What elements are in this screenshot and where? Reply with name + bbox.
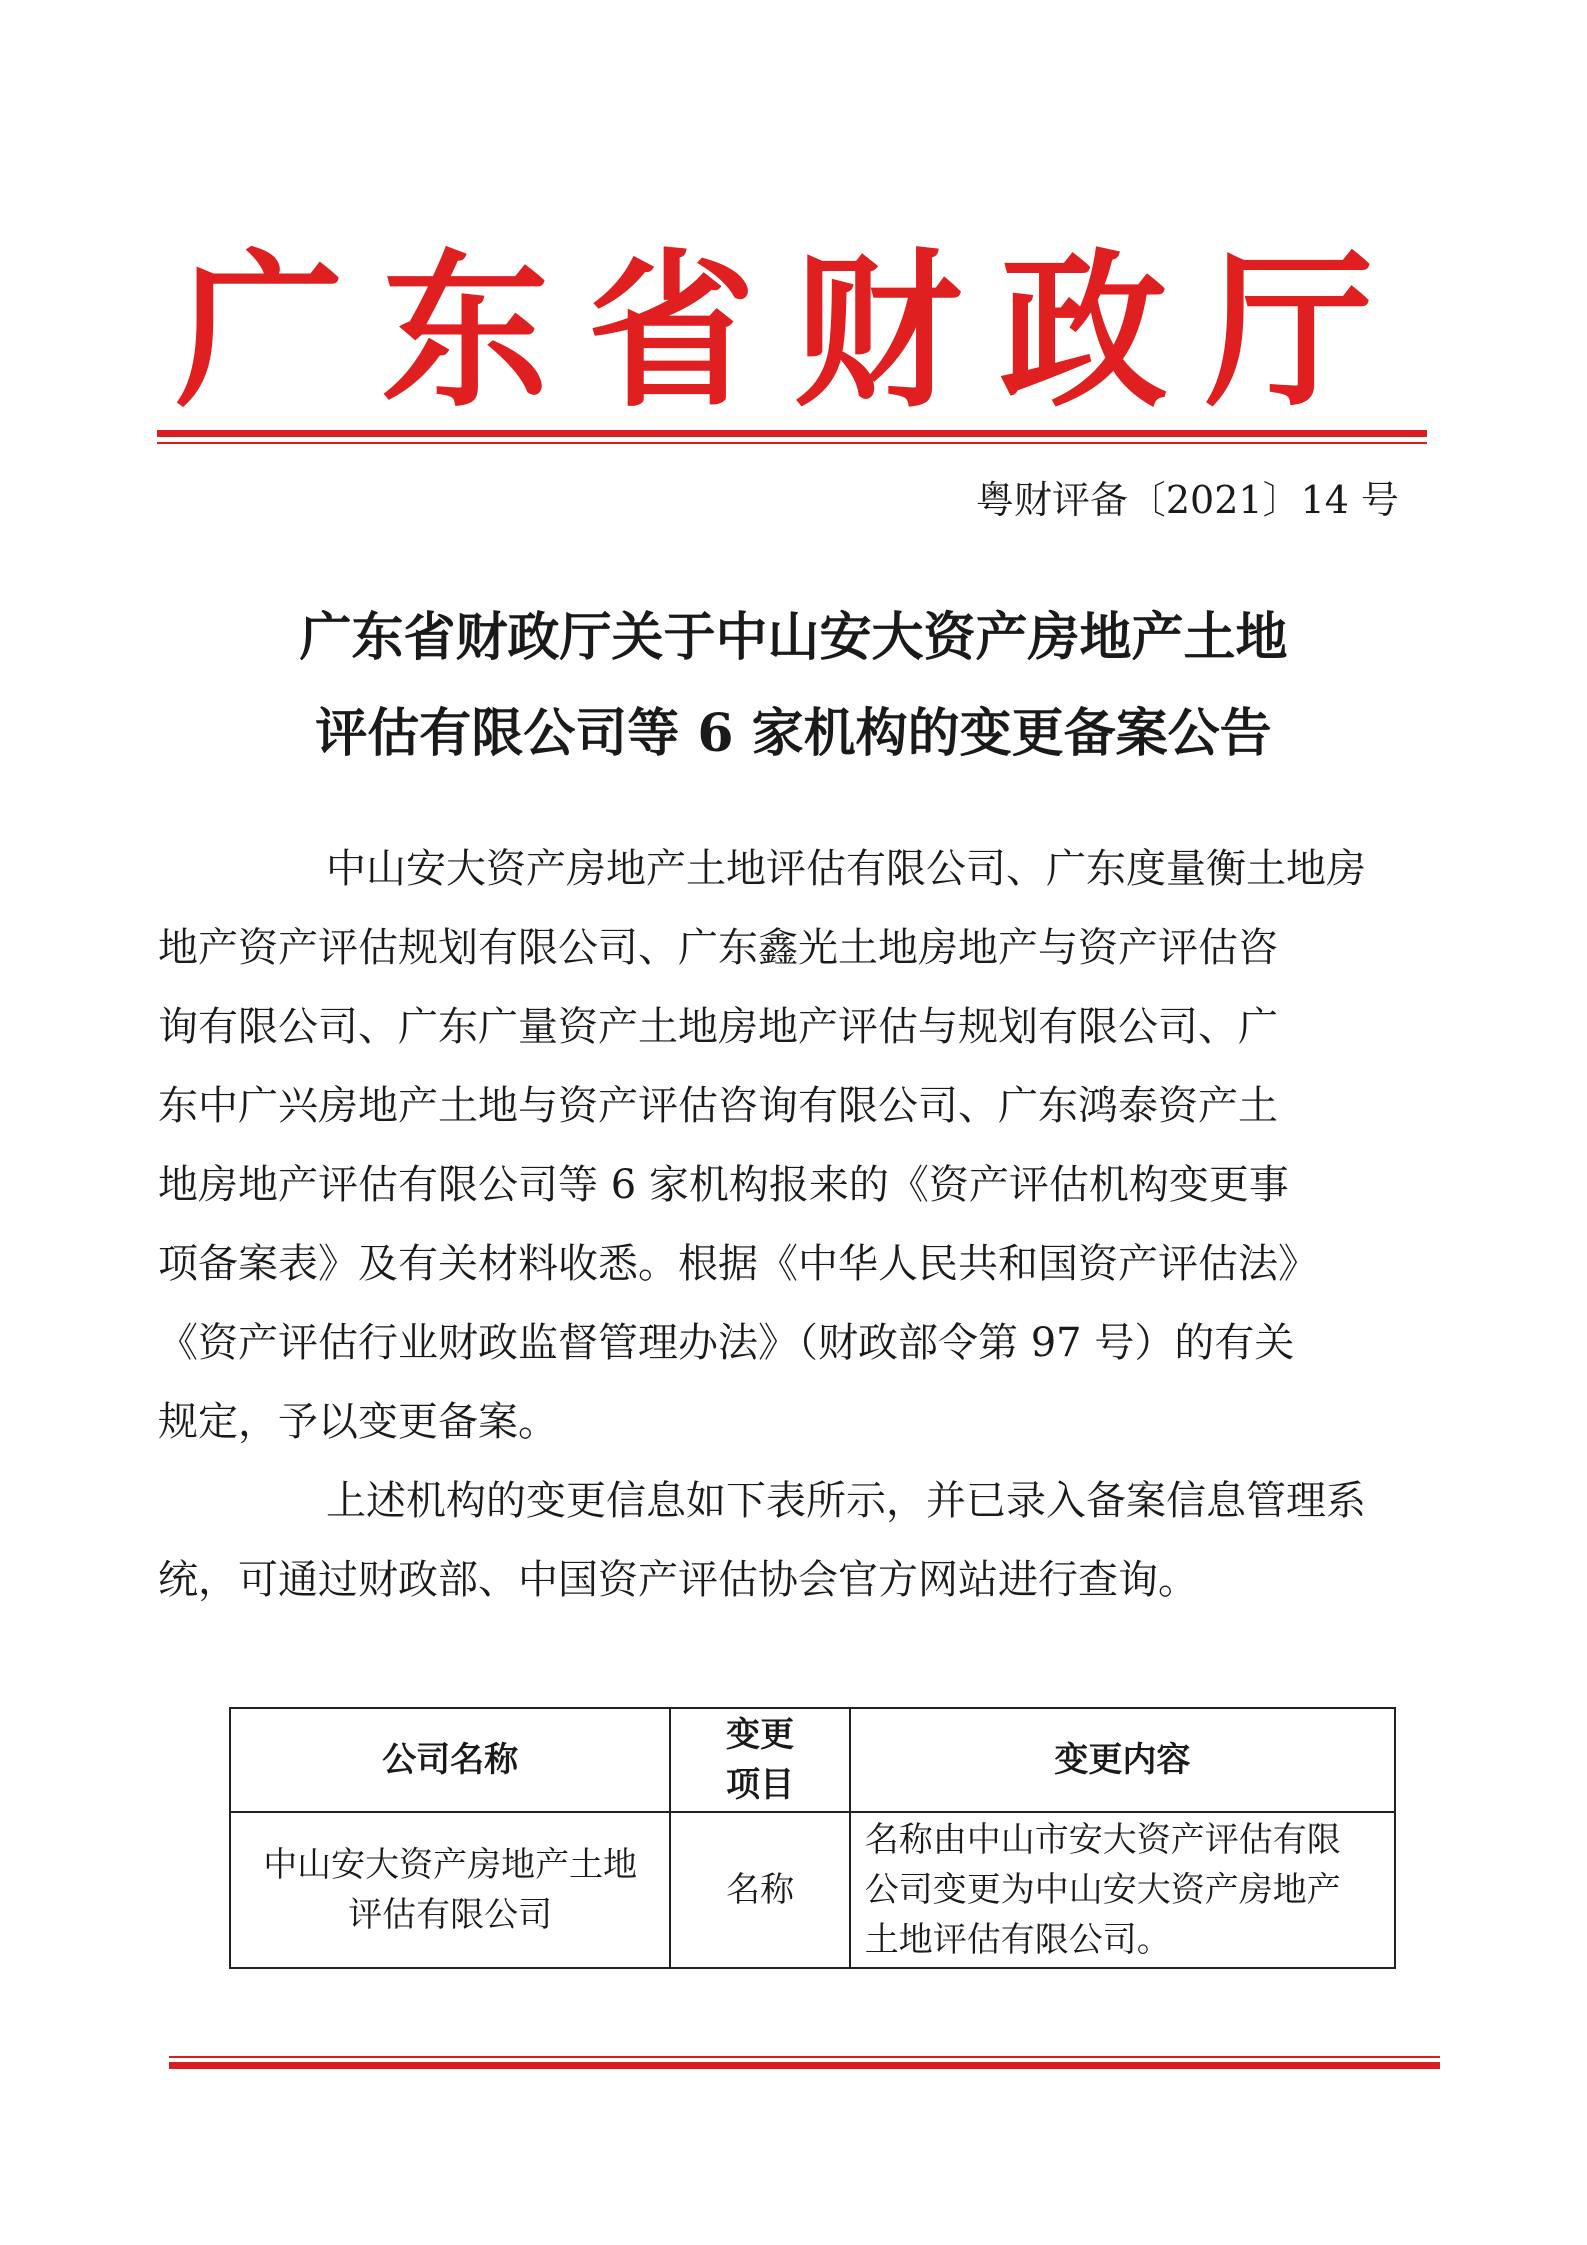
title-line-2: 评估有限公司等 6 家机构的变更备案公告 (315, 703, 1272, 764)
header-change-item-line-2: 项目 (726, 1765, 795, 1805)
body-p1-line-8: 规定，予以变更备案。 (158, 1399, 558, 1445)
table-header-row (230, 1708, 1395, 1812)
cell-company-line-2: 评估有限公司 (348, 1895, 553, 1935)
masthead-rule-thin (157, 442, 1427, 444)
cell-content-line-2: 公司变更为中山安大资产房地产 (864, 1870, 1341, 1910)
announcement-title (160, 590, 1427, 782)
cell-content-line-3: 土地评估有限公司。 (864, 1920, 1171, 1960)
body-p1-line-7: 《资产评估行业财政监督管理办法》（财政部令第 97 号）的有关 (158, 1320, 1295, 1366)
table-row (230, 1812, 1395, 1968)
cell-company-name (230, 1812, 670, 1968)
cell-content-line-1: 名称由中山市安大资产评估有限 (864, 1820, 1341, 1860)
cell-change-content (850, 1812, 1395, 1968)
body-p1-line-2: 地产资产评估规划有限公司、广东鑫光土地房地产与资产评估咨 (158, 925, 1278, 971)
header-company-name: 公司名称 (230, 1708, 670, 1812)
cell-company-line-1: 中山安大资产房地产土地 (263, 1845, 638, 1885)
masthead-rule-thick (157, 430, 1427, 437)
announcement-body (158, 830, 1392, 1620)
header-change-content: 变更内容 (850, 1708, 1395, 1812)
footer-rule-thick (169, 2062, 1440, 2069)
cell-change-item: 名称 (670, 1812, 849, 1968)
body-p1-line-1: 中山安大资产房地产土地评估有限公司、广东度量衡土地房 (326, 846, 1366, 892)
body-p2-line-2: 统，可通过财政部、中国资产评估协会官方网站进行查询。 (158, 1557, 1198, 1603)
body-p2-line-1: 上述机构的变更信息如下表所示，并已录入备案信息管理系 (326, 1478, 1366, 1524)
title-line-1: 广东省财政厅关于中山安大资产房地产土地 (299, 607, 1288, 668)
header-change-item-line-1: 变更 (726, 1715, 795, 1755)
body-p1-line-5: 地房地产评估有限公司等 6 家机构报来的《资产评估机构变更事 (158, 1162, 1289, 1208)
header-change-item (670, 1708, 849, 1812)
body-p1-line-4: 东中广兴房地产土地与资产评估咨询有限公司、广东鸿泰资产土 (158, 1083, 1278, 1129)
footer-rule-thin (169, 2056, 1440, 2058)
body-p1-line-3: 询有限公司、广东广量资产土地房地产评估与规划有限公司、广 (158, 1004, 1278, 1050)
body-p1-line-6: 项备案表》及有关材料收悉。根据《中华人民共和国资产评估法》 (158, 1241, 1318, 1287)
document-number: 粤财评备〔2021〕14 号 (975, 478, 1399, 522)
masthead-title: 广东省财政厅 (175, 232, 1412, 430)
change-info-table (229, 1707, 1396, 1969)
